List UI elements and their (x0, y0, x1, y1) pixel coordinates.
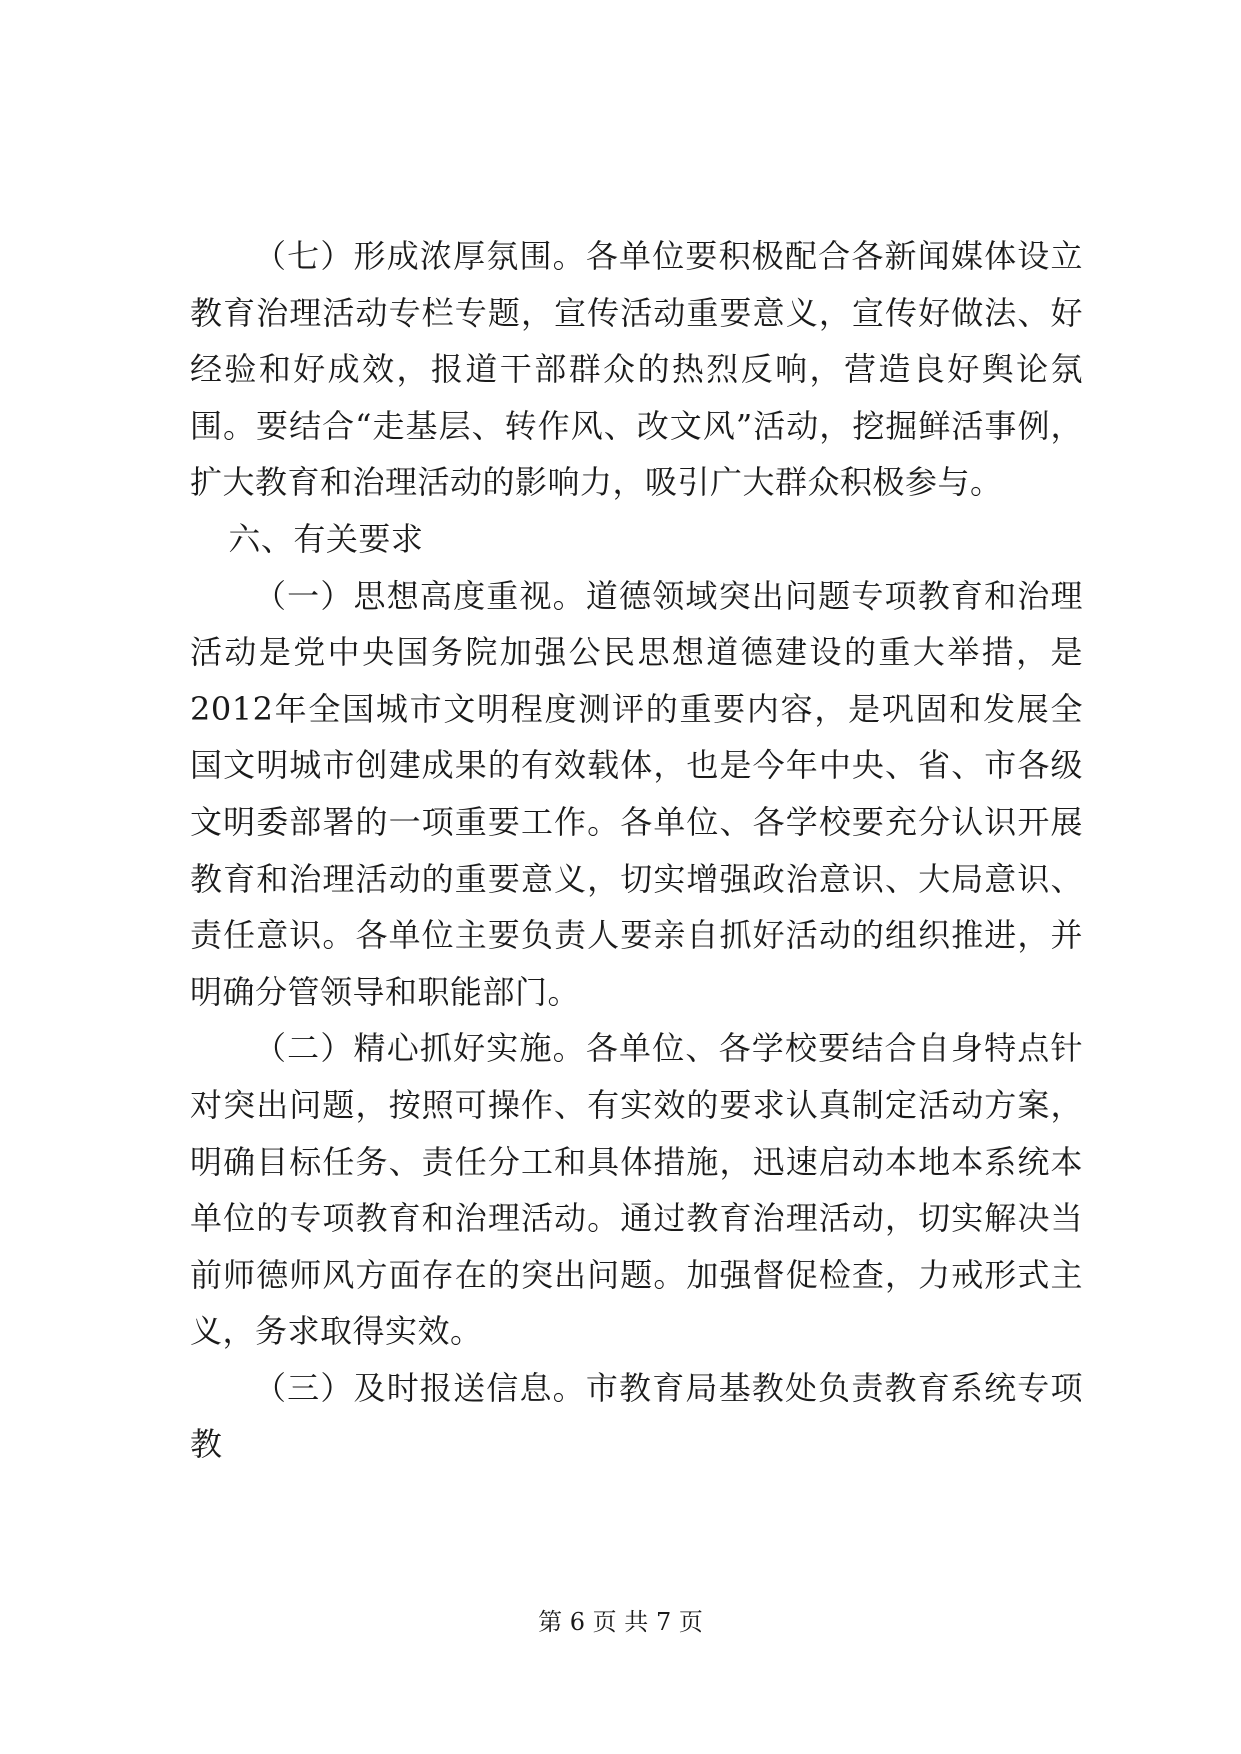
page-footer: 第 6 页 共 7 页 (538, 1608, 703, 1636)
section-heading-requirements: 六、有关要求 (228, 519, 424, 558)
paragraph-requirement-3: （三）及时报送信息。市教育局基教处负责教育系统专项教 (190, 1368, 1083, 1464)
paragraph-section-7: （七）形成浓厚氛围。各单位要积极配合各新闻媒体设立教育治理活动专栏专题，宣传活动重要意义，宣传好做法、好经验和好成效，报道干部群众的热烈反响，营造良好舆论氛围。要结合“走基层、转作风、改文风”活动，挖掘鲜活事例，扩大教育和治理活动的影响力，吸引广大群众积极参与。 (190, 237, 1083, 502)
document-body (190, 228, 1083, 1473)
paragraph-requirement-1: （一）思想高度重视。道德领域突出问题专项教育和治理活动是党中央国务院加强公民思想道德建设的重大举措，是2012年全国城市文明程度测评的重要内容，是巩固和发展全国文明城市创建成果的有效载体，也是今年中央、省、市各级文明委部署的一项重要工作。各单位、各学校要充分认识开展教育和治理活动的重要意义，切实增强政治意识、大局意识、责任意识。各单位主要负责人要亲自抓好活动的组织推进，并明确分管领导和职能部门。 (190, 576, 1083, 1011)
paragraph-requirement-2: （二）精心抓好实施。各单位、各学校要结合自身特点针对突出问题，按照可操作、有实效的要求认真制定活动方案，明确目标任务、责任分工和具体措施，迅速启动本地本系统本单位的专项教育和治理活动。通过教育治理活动，切实解决当前师德师风方面存在的突出问题。加强督促检查，力戒形式主义，务求取得实效。 (190, 1029, 1083, 1351)
